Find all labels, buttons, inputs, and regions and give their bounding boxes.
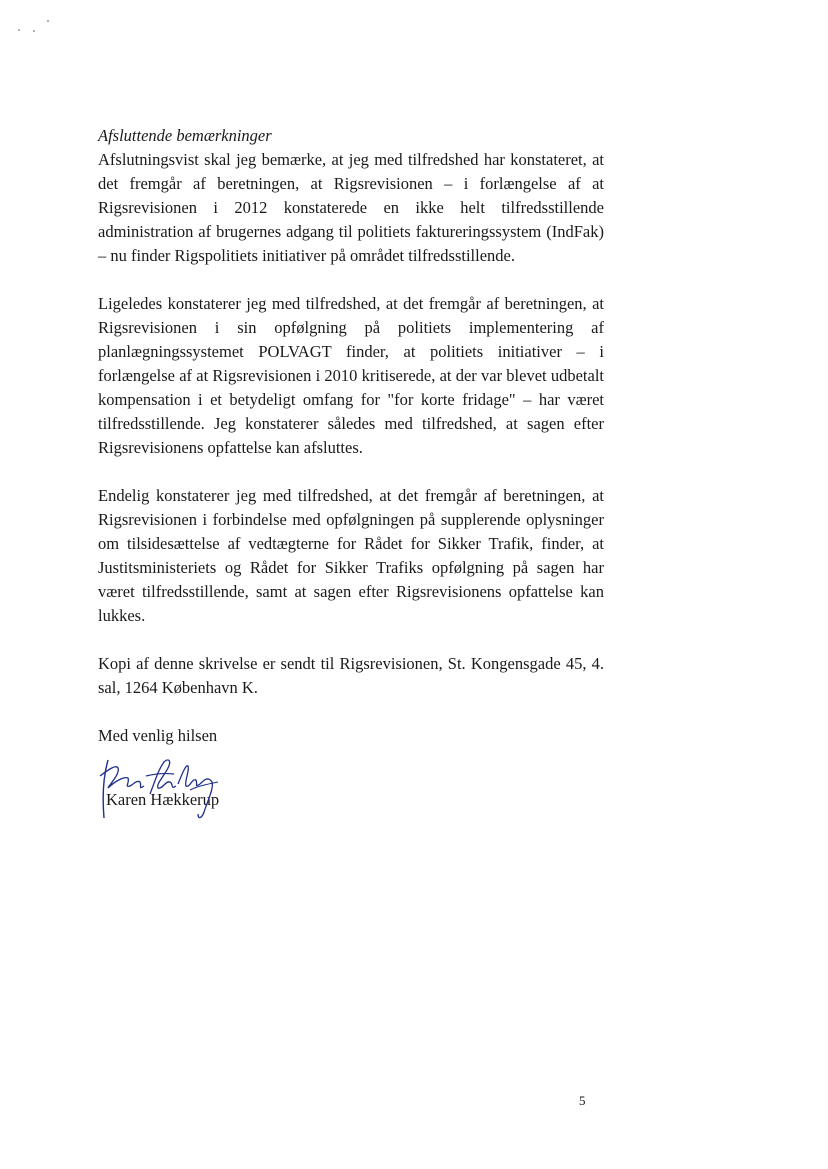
closing-greeting: Med venlig hilsen xyxy=(98,726,218,745)
signer-name: Karen Hækkerup xyxy=(106,790,220,809)
letter-body xyxy=(98,124,604,824)
paragraph-polvagt: Ligeledes konstaterer jeg med tilfredshed, at det fremgår af beretningen, at Rigsrevisionen i sin opfølgning på politiets implementering af planlægningssystemet POLVAGT finder, at politiets initiativer – i forlængelse af at Rigsrevisionen i 2010 kritiserede, at der var blevet udbetalt kompensation i et betydeligt omfang for "for korte fridage" – har været tilfredsstillende. Jeg konstaterer således med tilfredshed, at sagen efter Rigsrevisionens opfattelse kan afsluttes. xyxy=(98,294,604,457)
paragraph-safe-traffic: Endelig konstaterer jeg med tilfredshed, at det fremgår af beretningen, at Rigsrevisionen i forbindelse med opfølgningen på supplerende oplysninger om tilsidesættelse af vedtægterne for Rådet for Sikker Trafik, finder, at Justitsministeriets og Rådet for Sikker Trafiks opfølgning på sagen har været tilfredsstillende, samt at sagen efter Rigsrevisionens opfattelse kan lukkes. xyxy=(98,486,604,625)
section-heading: Afsluttende bemærkninger xyxy=(98,126,272,145)
handwritten-signature xyxy=(94,754,224,824)
paragraph-conclusion: Afslutningsvist skal jeg bemærke, at jeg med tilfredshed har konstateret, at det fremgår af beretningen, at Rigsrevisionen – i forlængelse af at Rigsrevisionen i 2012 konstaterede en ikke helt tilfredsstillende administration af brugernes adgang til politiets faktureringssystem (IndFak) – nu finder Rigspolitiets initiativer på området tilfredsstillende. xyxy=(98,150,604,265)
paragraph-copy-notice: Kopi af denne skrivelse er sendt til Rigsrevisionen, St. Kongensgade 45, 4. sal, 1264 København K. xyxy=(98,654,604,697)
scan-artifact xyxy=(12,18,62,38)
signature-block xyxy=(98,754,604,824)
page-number: 5 xyxy=(579,1093,586,1108)
